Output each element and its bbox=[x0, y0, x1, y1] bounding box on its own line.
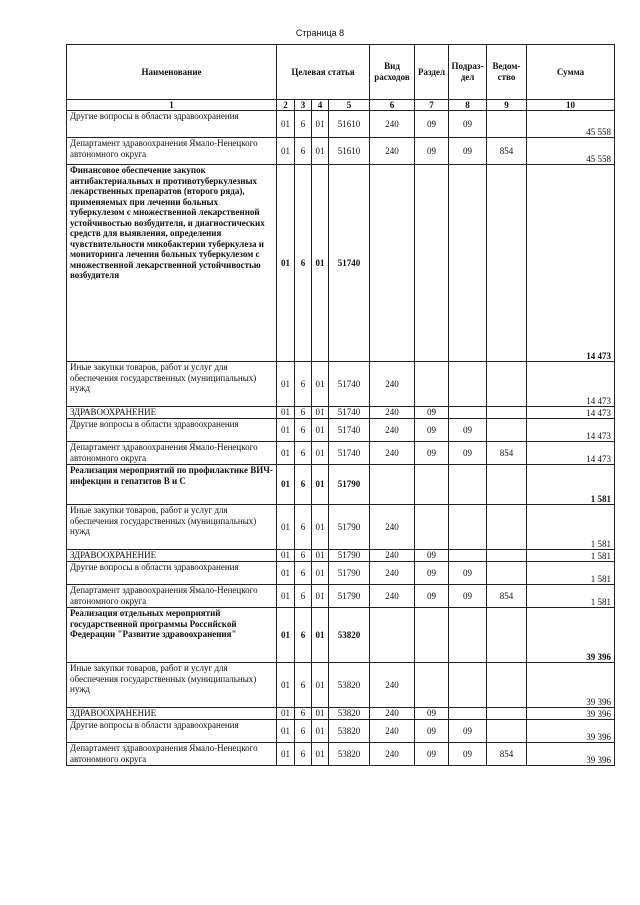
target-code-2: 6 bbox=[295, 407, 312, 419]
header-section: Раздел bbox=[415, 45, 449, 100]
target-code-1: 01 bbox=[277, 585, 295, 608]
department bbox=[487, 663, 527, 708]
target-code-3: 01 bbox=[312, 465, 329, 505]
target-code-1: 01 bbox=[277, 362, 295, 407]
expense-type: 240 bbox=[370, 663, 415, 708]
target-code-4: 51740 bbox=[329, 362, 370, 407]
department bbox=[487, 505, 527, 550]
row-name: Другие вопросы в области здравоохранения bbox=[67, 419, 277, 442]
expense-type: 240 bbox=[370, 585, 415, 608]
department bbox=[487, 465, 527, 505]
subsection: 09 bbox=[449, 743, 487, 766]
row-name: Иные закупки товаров, работ и услуг для обеспечения государственных (муниципальных) нужд bbox=[67, 663, 277, 708]
section bbox=[415, 663, 449, 708]
column-number-row bbox=[67, 100, 615, 111]
sum: 1 581 bbox=[527, 585, 615, 608]
row-name: Реализация мероприятий по профилактике ВИЧ-инфекции и гепатитов В и С bbox=[67, 465, 277, 505]
section: 09 bbox=[415, 743, 449, 766]
expense-type: 240 bbox=[370, 708, 415, 720]
row-name: Департамент здравоохранения Ямало-Ненецкого автономного округа bbox=[67, 442, 277, 465]
col-num: 6 bbox=[370, 100, 415, 111]
section bbox=[415, 165, 449, 362]
sum: 45 558 bbox=[527, 111, 615, 138]
target-code-4: 51610 bbox=[329, 111, 370, 138]
target-code-2: 6 bbox=[295, 743, 312, 766]
department bbox=[487, 562, 527, 585]
target-code-1: 01 bbox=[277, 138, 295, 165]
table-row bbox=[67, 362, 615, 407]
department bbox=[487, 720, 527, 743]
header-expense-type: Вид расходов bbox=[370, 45, 415, 100]
section: 09 bbox=[415, 550, 449, 562]
target-code-4: 53820 bbox=[329, 708, 370, 720]
department: 854 bbox=[487, 442, 527, 465]
target-code-3: 01 bbox=[312, 505, 329, 550]
target-code-4: 51610 bbox=[329, 138, 370, 165]
section bbox=[415, 362, 449, 407]
target-code-2: 6 bbox=[295, 505, 312, 550]
row-name: Иные закупки товаров, работ и услуг для обеспечения государственных (муниципальных) нужд bbox=[67, 505, 277, 550]
table-row bbox=[67, 138, 615, 165]
target-code-2: 6 bbox=[295, 608, 312, 663]
expense-type bbox=[370, 165, 415, 362]
target-code-2: 6 bbox=[295, 419, 312, 442]
target-code-1: 01 bbox=[277, 708, 295, 720]
expense-type: 240 bbox=[370, 562, 415, 585]
col-num: 5 bbox=[329, 100, 370, 111]
target-code-1: 01 bbox=[277, 720, 295, 743]
expense-type: 240 bbox=[370, 138, 415, 165]
target-code-1: 01 bbox=[277, 419, 295, 442]
subsection: 09 bbox=[449, 562, 487, 585]
col-num: 10 bbox=[527, 100, 615, 111]
sum: 45 558 bbox=[527, 138, 615, 165]
row-name: ЗДРАВООХРАНЕНИЕ bbox=[67, 550, 277, 562]
expense-type bbox=[370, 465, 415, 505]
target-code-4: 53820 bbox=[329, 663, 370, 708]
subsection bbox=[449, 608, 487, 663]
target-code-3: 01 bbox=[312, 419, 329, 442]
subsection bbox=[449, 407, 487, 419]
sum: 1 581 bbox=[527, 505, 615, 550]
target-code-2: 6 bbox=[295, 465, 312, 505]
subsection: 09 bbox=[449, 585, 487, 608]
subsection: 09 bbox=[449, 442, 487, 465]
table-row bbox=[67, 585, 615, 608]
sum: 1 581 bbox=[527, 562, 615, 585]
sum: 14 473 bbox=[527, 419, 615, 442]
target-code-2: 6 bbox=[295, 663, 312, 708]
target-code-3: 01 bbox=[312, 562, 329, 585]
sum: 39 396 bbox=[527, 720, 615, 743]
subsection: 09 bbox=[449, 720, 487, 743]
target-code-3: 01 bbox=[312, 743, 329, 766]
expense-type: 240 bbox=[370, 505, 415, 550]
target-code-4: 51740 bbox=[329, 442, 370, 465]
row-name: Иные закупки товаров, работ и услуг для обеспечения государственных (муниципальных) нужд bbox=[67, 362, 277, 407]
row-name: ЗДРАВООХРАНЕНИЕ bbox=[67, 708, 277, 720]
target-code-1: 01 bbox=[277, 550, 295, 562]
subsection bbox=[449, 663, 487, 708]
target-code-1: 01 bbox=[277, 165, 295, 362]
expense-type: 240 bbox=[370, 407, 415, 419]
department bbox=[487, 165, 527, 362]
col-num: 8 bbox=[449, 100, 487, 111]
table-row bbox=[67, 505, 615, 550]
section bbox=[415, 608, 449, 663]
department: 854 bbox=[487, 585, 527, 608]
header-sum: Сумма bbox=[527, 45, 615, 100]
col-num: 2 bbox=[277, 100, 295, 111]
sum: 39 396 bbox=[527, 663, 615, 708]
page-number: Страница 8 bbox=[295, 28, 345, 38]
target-code-2: 6 bbox=[295, 720, 312, 743]
expense-type: 240 bbox=[370, 111, 415, 138]
section: 09 bbox=[415, 419, 449, 442]
target-code-3: 01 bbox=[312, 138, 329, 165]
target-code-4: 51740 bbox=[329, 407, 370, 419]
target-code-2: 6 bbox=[295, 708, 312, 720]
budget-table bbox=[66, 44, 615, 766]
section: 09 bbox=[415, 442, 449, 465]
target-code-3: 01 bbox=[312, 407, 329, 419]
table-row bbox=[67, 419, 615, 442]
col-num: 1 bbox=[67, 100, 277, 111]
row-name: Департамент здравоохранения Ямало-Ненецкого автономного округа bbox=[67, 585, 277, 608]
expense-type: 240 bbox=[370, 743, 415, 766]
department bbox=[487, 708, 527, 720]
target-code-2: 6 bbox=[295, 111, 312, 138]
table-header-row bbox=[67, 45, 615, 100]
table-row bbox=[67, 562, 615, 585]
sum: 1 581 bbox=[527, 550, 615, 562]
col-num: 3 bbox=[295, 100, 312, 111]
department: 854 bbox=[487, 743, 527, 766]
subsection: 09 bbox=[449, 419, 487, 442]
expense-type: 240 bbox=[370, 550, 415, 562]
target-code-1: 01 bbox=[277, 608, 295, 663]
table-row bbox=[67, 465, 615, 505]
sum: 14 473 bbox=[527, 165, 615, 362]
expense-type: 240 bbox=[370, 419, 415, 442]
target-code-3: 01 bbox=[312, 708, 329, 720]
col-num: 9 bbox=[487, 100, 527, 111]
target-code-3: 01 bbox=[312, 720, 329, 743]
target-code-4: 51790 bbox=[329, 562, 370, 585]
table-row bbox=[67, 442, 615, 465]
expense-type bbox=[370, 608, 415, 663]
sum: 39 396 bbox=[527, 608, 615, 663]
target-code-1: 01 bbox=[277, 505, 295, 550]
row-name: ЗДРАВООХРАНЕНИЕ bbox=[67, 407, 277, 419]
sum: 39 396 bbox=[527, 743, 615, 766]
department bbox=[487, 608, 527, 663]
target-code-1: 01 bbox=[277, 442, 295, 465]
target-code-3: 01 bbox=[312, 550, 329, 562]
target-code-1: 01 bbox=[277, 562, 295, 585]
subsection bbox=[449, 708, 487, 720]
header-dept: Ведом-ство bbox=[487, 45, 527, 100]
sum: 14 473 bbox=[527, 442, 615, 465]
expense-type: 240 bbox=[370, 720, 415, 743]
subsection: 09 bbox=[449, 138, 487, 165]
col-num: 7 bbox=[415, 100, 449, 111]
section: 09 bbox=[415, 562, 449, 585]
target-code-2: 6 bbox=[295, 562, 312, 585]
department bbox=[487, 111, 527, 138]
target-code-4: 51740 bbox=[329, 165, 370, 362]
target-code-1: 01 bbox=[277, 407, 295, 419]
expense-type: 240 bbox=[370, 362, 415, 407]
target-code-3: 01 bbox=[312, 362, 329, 407]
target-code-4: 53820 bbox=[329, 720, 370, 743]
department bbox=[487, 550, 527, 562]
row-name: Реализация отдельных мероприятий государственной программы Российской Федерации "Развитие здравоохранения" bbox=[67, 608, 277, 663]
section: 09 bbox=[415, 585, 449, 608]
header-target: Целевая статья bbox=[277, 45, 370, 100]
section: 09 bbox=[415, 720, 449, 743]
department: 854 bbox=[487, 138, 527, 165]
target-code-3: 01 bbox=[312, 442, 329, 465]
target-code-3: 01 bbox=[312, 165, 329, 362]
table-row bbox=[67, 165, 615, 362]
row-name: Департамент здравоохранения Ямало-Ненецкого автономного округа bbox=[67, 138, 277, 165]
target-code-4: 51790 bbox=[329, 585, 370, 608]
target-code-3: 01 bbox=[312, 608, 329, 663]
header-subsection: Подраз-дел bbox=[449, 45, 487, 100]
target-code-1: 01 bbox=[277, 663, 295, 708]
sum: 14 473 bbox=[527, 362, 615, 407]
target-code-1: 01 bbox=[277, 465, 295, 505]
table-row bbox=[67, 111, 615, 138]
row-name: Другие вопросы в области здравоохранения bbox=[67, 562, 277, 585]
department bbox=[487, 407, 527, 419]
sum: 39 396 bbox=[527, 708, 615, 720]
section: 09 bbox=[415, 111, 449, 138]
target-code-4: 51790 bbox=[329, 505, 370, 550]
subsection bbox=[449, 465, 487, 505]
department bbox=[487, 419, 527, 442]
row-name: Другие вопросы в области здравоохранения bbox=[67, 111, 277, 138]
target-code-2: 6 bbox=[295, 165, 312, 362]
table-row bbox=[67, 743, 615, 766]
target-code-2: 6 bbox=[295, 362, 312, 407]
section: 09 bbox=[415, 407, 449, 419]
target-code-2: 6 bbox=[295, 442, 312, 465]
table-row bbox=[67, 663, 615, 708]
target-code-4: 51790 bbox=[329, 465, 370, 505]
target-code-4: 51790 bbox=[329, 550, 370, 562]
target-code-3: 01 bbox=[312, 111, 329, 138]
table-row bbox=[67, 407, 615, 419]
target-code-4: 53820 bbox=[329, 743, 370, 766]
department bbox=[487, 362, 527, 407]
target-code-3: 01 bbox=[312, 663, 329, 708]
header-name: Наименование bbox=[67, 45, 277, 100]
section: 09 bbox=[415, 138, 449, 165]
section: 09 bbox=[415, 708, 449, 720]
row-name: Другие вопросы в области здравоохранения bbox=[67, 720, 277, 743]
table-row bbox=[67, 720, 615, 743]
sum: 14 473 bbox=[527, 407, 615, 419]
target-code-2: 6 bbox=[295, 585, 312, 608]
section bbox=[415, 465, 449, 505]
target-code-4: 53820 bbox=[329, 608, 370, 663]
target-code-3: 01 bbox=[312, 585, 329, 608]
sum: 1 581 bbox=[527, 465, 615, 505]
subsection bbox=[449, 550, 487, 562]
row-name: Финансовое обеспечение закупок антибактериальных и противотуберкулезных лекарственных препаратов (второго ряда), применяемых при лечении больных туберкулезом с множественной лекарственной устойчивостью возбудителя, и диагностических средств для выявления, определения чувствительности микобактерии туберкулеза и мониторинга лечения больных туберкулезом с множественной лекарственной устойчивостью возбудителя bbox=[67, 165, 277, 362]
target-code-1: 01 bbox=[277, 111, 295, 138]
table-row bbox=[67, 708, 615, 720]
subsection: 09 bbox=[449, 111, 487, 138]
target-code-4: 51740 bbox=[329, 419, 370, 442]
subsection bbox=[449, 505, 487, 550]
row-name: Департамент здравоохранения Ямало-Ненецкого автономного округа bbox=[67, 743, 277, 766]
target-code-2: 6 bbox=[295, 550, 312, 562]
subsection bbox=[449, 362, 487, 407]
col-num: 4 bbox=[312, 100, 329, 111]
target-code-1: 01 bbox=[277, 743, 295, 766]
target-code-2: 6 bbox=[295, 138, 312, 165]
section bbox=[415, 505, 449, 550]
table-row bbox=[67, 608, 615, 663]
expense-type: 240 bbox=[370, 442, 415, 465]
table-row bbox=[67, 550, 615, 562]
subsection bbox=[449, 165, 487, 362]
